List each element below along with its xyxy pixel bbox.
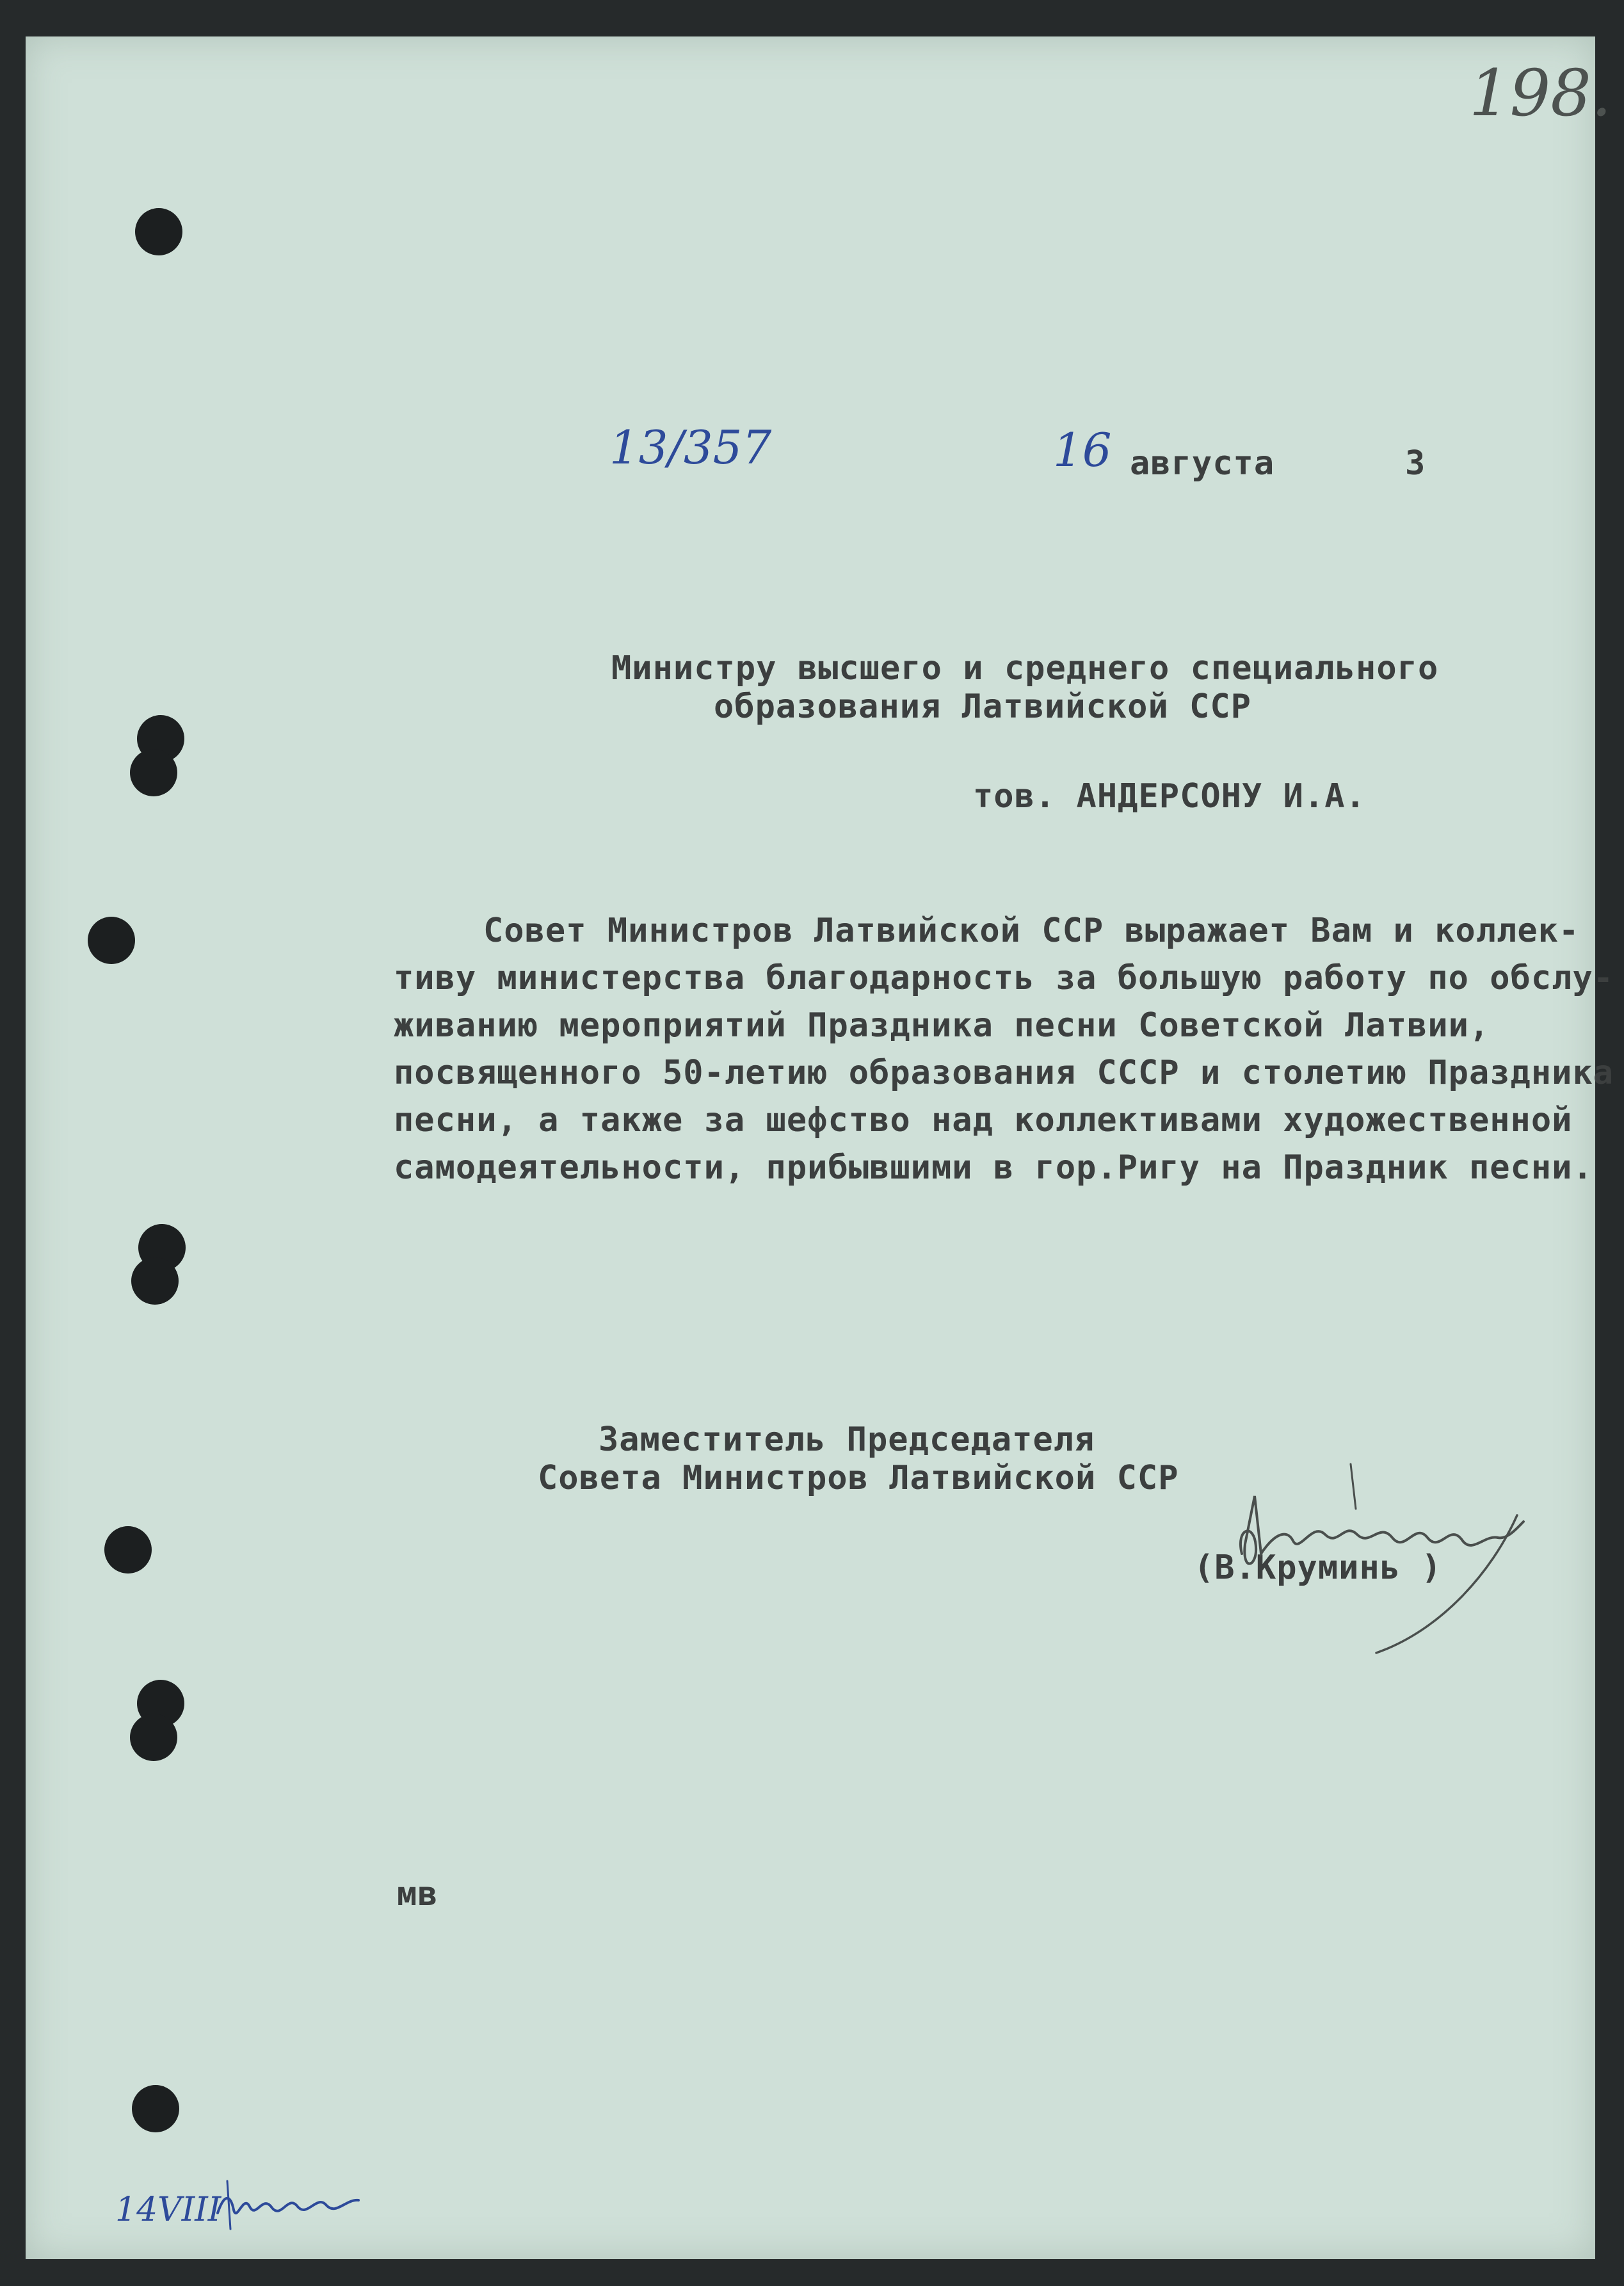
addressee-name: тов. АНДЕРСОНУ И.А.: [973, 777, 1366, 816]
binder-hole: [104, 1526, 152, 1574]
body-line: песни, а также за шефство над коллективами художественной: [394, 1101, 1573, 1139]
signatory-name: (В.Круминь ): [1194, 1549, 1442, 1587]
bottom-handwritten-initials: [211, 2168, 365, 2239]
body-line: самодеятельности, прибывшими в гор.Ригу на Праздник песни.: [394, 1148, 1593, 1187]
bottom-handwritten-note: 14VIII: [115, 2191, 221, 2229]
date-day: 16: [1053, 423, 1112, 477]
binder-hole: [135, 208, 182, 255]
body-line: посвященного 50-летию образования СССР и столетию Праздника: [394, 1054, 1614, 1092]
addressee-line-1: Министру высшего и среднего специального: [611, 649, 1439, 688]
registration-number: 13/357: [609, 421, 772, 474]
document-page: [26, 36, 1614, 2259]
binder-hole: [131, 1257, 179, 1305]
body-line: Совет Министров Латвийской ССР выражает Вам и коллек-: [483, 912, 1580, 950]
binder-hole: [132, 2085, 179, 2132]
signatory-title-2: Совета Министров Латвийской ССР: [538, 1459, 1179, 1497]
binder-hole: [130, 749, 177, 796]
page-number: 198.: [1469, 56, 1612, 131]
signatory-title-1: Заместитель Председателя: [599, 1421, 1095, 1459]
body-line: тиву министерства благодарность за большую работу по обслу-: [394, 959, 1614, 997]
addressee-line-2: образования Латвийской ССР: [714, 688, 1251, 726]
binder-hole: [130, 1714, 177, 1761]
date-month: августа: [1130, 444, 1275, 483]
date-year-fragment: 3: [1405, 444, 1426, 483]
handwritten-signature: [1216, 1426, 1549, 1662]
typist-initials: мв: [397, 1875, 438, 1913]
body-line: живанию мероприятий Праздника песни Советской Латвии,: [394, 1006, 1490, 1045]
binder-hole: [88, 917, 135, 964]
letter-body: [394, 907, 1614, 1191]
